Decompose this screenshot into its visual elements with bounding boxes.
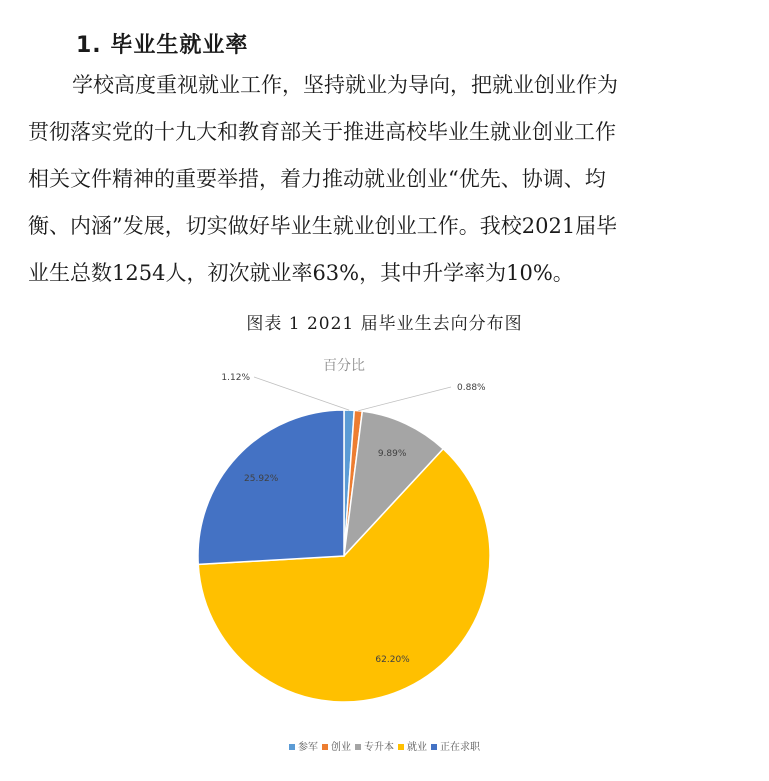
legend-label: 专升本 <box>364 742 394 753</box>
legend-swatch <box>289 744 295 750</box>
legend-label: 参军 <box>298 742 318 753</box>
legend-item <box>355 738 394 753</box>
section-heading: 1. 毕业生就业率 <box>76 33 249 58</box>
legend-swatch <box>398 744 404 750</box>
label-army: 1.12% <box>221 373 250 383</box>
legend-item <box>431 738 480 753</box>
legend-item <box>289 738 318 753</box>
paragraph-line: 贯彻落实党的十九大和教育部关于推进高校毕业生就业创业工作 <box>28 120 616 144</box>
slice-job-seeking <box>198 410 344 564</box>
legend-label: 创业 <box>331 742 351 753</box>
legend-label: 就业 <box>407 742 427 753</box>
leader-line <box>358 387 451 411</box>
legend-swatch <box>355 744 361 750</box>
legend-swatch <box>431 744 437 750</box>
chart-title: 百分比 <box>323 358 365 374</box>
label-upgrade: 9.89% <box>377 448 407 459</box>
legend-swatch <box>322 744 328 750</box>
paragraph-line: 相关文件精神的重要举措，着力推动就业创业“优先、协调、均 <box>28 167 606 191</box>
legend-label: 正在求职 <box>440 742 480 753</box>
figure-caption: 图表 1 2021 届毕业生去向分布图 <box>246 314 523 334</box>
paragraph-line: 学校高度重视就业工作，坚持就业为导向，把就业创业作为 <box>72 73 618 97</box>
leader-line <box>254 377 349 410</box>
paragraph-line: 衡、内涵”发展，切实做好毕业生就业创业工作。我校2021届毕 <box>28 214 618 238</box>
label-employed: 62.20% <box>375 654 410 665</box>
legend-item <box>322 738 351 753</box>
paragraph-line: 业生总数1254人，初次就业率63%，其中升学率为10%。 <box>28 261 574 285</box>
label-startup: 0.88% <box>457 383 486 393</box>
chart-legend <box>0 738 769 753</box>
label-job-seeking: 25.92% <box>244 473 279 484</box>
legend-item <box>398 738 427 753</box>
